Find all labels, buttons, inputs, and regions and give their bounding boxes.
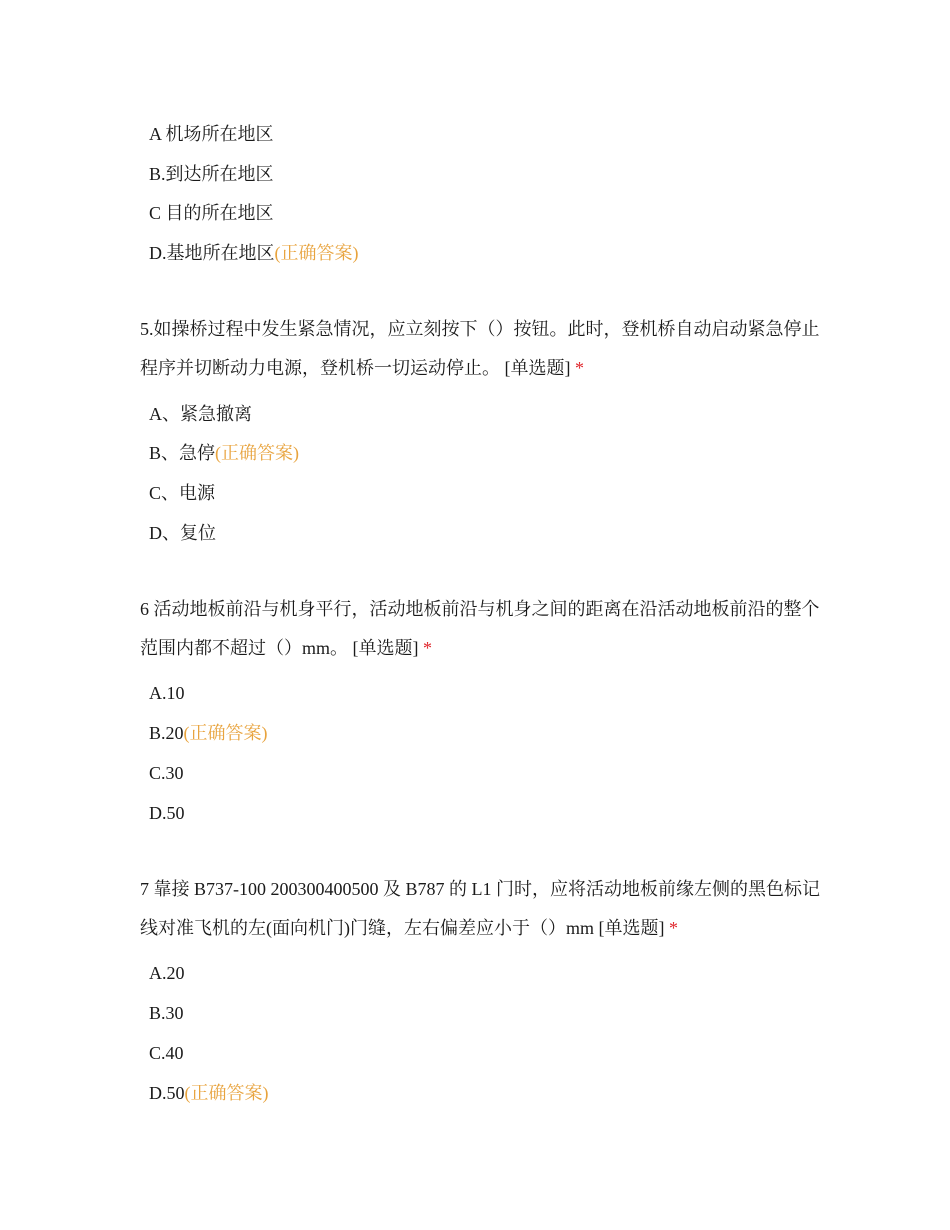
- option-text: A.10: [149, 683, 185, 703]
- option-text: D、复位: [149, 523, 216, 543]
- option-text: A 机场所在地区: [149, 124, 274, 144]
- option-item: [149, 961, 185, 985]
- option-text: C、电源: [149, 483, 216, 503]
- option-item: [149, 1081, 269, 1105]
- option-text: B.到达所在地区: [149, 164, 274, 184]
- option-text: D.50: [149, 803, 185, 823]
- correct-answer-marker: (正确答案): [183, 723, 268, 743]
- question-type-label: [单选题]: [598, 918, 665, 938]
- option-text: C 目的所在地区: [149, 203, 274, 223]
- option-text: C.40: [149, 1043, 184, 1063]
- correct-answer-marker: (正确答案): [215, 443, 300, 463]
- option-text: B.20: [149, 723, 184, 743]
- question-title: [140, 590, 820, 668]
- question-text: 7 靠接 B737-100 200300400500 及 B787 的 L1 门时，应将活动地板前缘左侧的黑色标记线对准飞机的左(面向机门)门缝，左右偏差应小于（）mm: [140, 879, 820, 938]
- option-item: [149, 681, 185, 705]
- option-item: [149, 1001, 184, 1025]
- correct-answer-marker: (正确答案): [184, 1083, 269, 1103]
- option-item: [149, 801, 185, 825]
- question-type-label: [单选题]: [504, 358, 571, 378]
- option-text: A、紧急撤离: [149, 404, 252, 424]
- option-item: [149, 481, 215, 505]
- correct-answer-marker: (正确答案): [274, 243, 359, 263]
- option-text: A.20: [149, 963, 185, 983]
- option-item: [149, 201, 274, 225]
- option-item: [149, 402, 252, 426]
- question-text: 5.如操桥过程中发生紧急情况，应立刻按下（）按钮。此时，登机桥自动启动紧急停止程序并切断动力电源，登机桥一切运动停止。: [140, 319, 820, 378]
- option-item: [149, 521, 216, 545]
- question-title: [140, 310, 820, 388]
- option-item: [149, 122, 274, 146]
- option-item: [149, 721, 268, 745]
- question-title: [140, 870, 820, 948]
- option-item: [149, 241, 359, 265]
- option-item: [149, 441, 299, 465]
- option-text: B.30: [149, 1003, 184, 1023]
- option-item: [149, 162, 274, 186]
- option-text: D.基地所在地区: [149, 243, 275, 263]
- required-asterisk: *: [423, 638, 433, 658]
- required-asterisk: *: [669, 918, 678, 938]
- question-text: 6 活动地板前沿与机身平行，活动地板前沿与机身之间的距离在沿活动地板前沿的整个范围内都不超过（）mm。: [140, 599, 820, 658]
- option-item: [149, 761, 184, 785]
- question-type-label: [单选题]: [352, 638, 419, 658]
- option-text: C.30: [149, 763, 184, 783]
- option-text: D.50: [149, 1083, 185, 1103]
- option-text: B、急停: [149, 443, 216, 463]
- option-item: [149, 1041, 184, 1065]
- required-asterisk: *: [575, 358, 584, 378]
